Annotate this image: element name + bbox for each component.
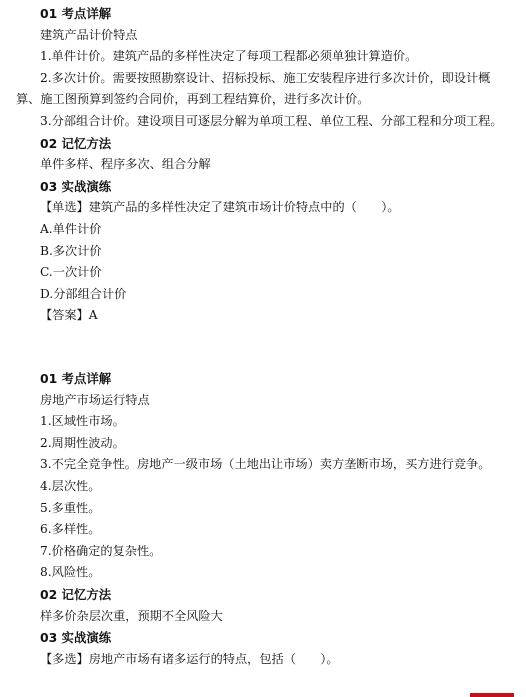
section-construction-pricing [16,3,514,327]
heading-detail: 01 考点详解 [40,371,112,386]
section-real-estate-market [16,368,514,670]
memory-text: 单件多样、程序多次、组合分解 [40,157,211,172]
topic-title: 房地产市场运行特点 [40,392,150,407]
list-item: 3.分部组合计价。建设项目可逐层分解为单项工程、单位工程、分部工程和分项工程。 [40,113,503,128]
topic-title: 建筑产品计价特点 [40,27,138,42]
heading-practice: 03 实战演练 [40,630,112,646]
option-c: C.一次计价 [40,265,102,280]
list-item: 1.区域性市场。 [40,414,125,429]
heading-practice: 03 实战演练 [40,178,112,194]
option-a: A.单件计价 [40,221,102,236]
memory-text: 样多价杂层次重，预期不全风险大 [40,608,223,623]
list-item: 2.多次计价。需要按照勘察设计、招标投标、施工安装程序进行多次计价，即设计概算、施工图预算到签约合同价，再到工程结算价，进行多次计价。 [16,70,491,107]
list-item: 2.周期性波动。 [40,435,125,450]
question-text: 【单选】建筑产品的多样性决定了建筑市场计价特点中的（ ）。 [40,200,400,215]
list-item: 6.多样性。 [40,522,101,537]
list-item: 5.多重性。 [40,500,101,515]
list-item: 8.风险性。 [40,565,101,580]
list-item: 3.不完全竞争性。房地产一级市场（土地出让市场）卖方垄断市场，买方进行竞争。 [40,457,491,472]
list-item: 4.层次性。 [40,478,101,493]
accent-bar [470,693,514,697]
option-d: D.分部组合计价 [40,286,127,301]
answer-text: 【答案】A [40,308,98,323]
heading-memory: 02 记忆方法 [40,135,112,151]
question-text: 【多选】房地产市场有诸多运行的特点，包括（ ）。 [40,651,339,666]
list-item: 7.价格确定的复杂性。 [40,543,162,558]
heading-detail: 01 考点详解 [40,6,112,21]
option-b: B.多次计价 [40,243,102,258]
list-item: 1.单件计价。建筑产品的多样性决定了每项工程都必须单独计算造价。 [40,49,418,64]
heading-memory: 02 记忆方法 [40,586,112,602]
